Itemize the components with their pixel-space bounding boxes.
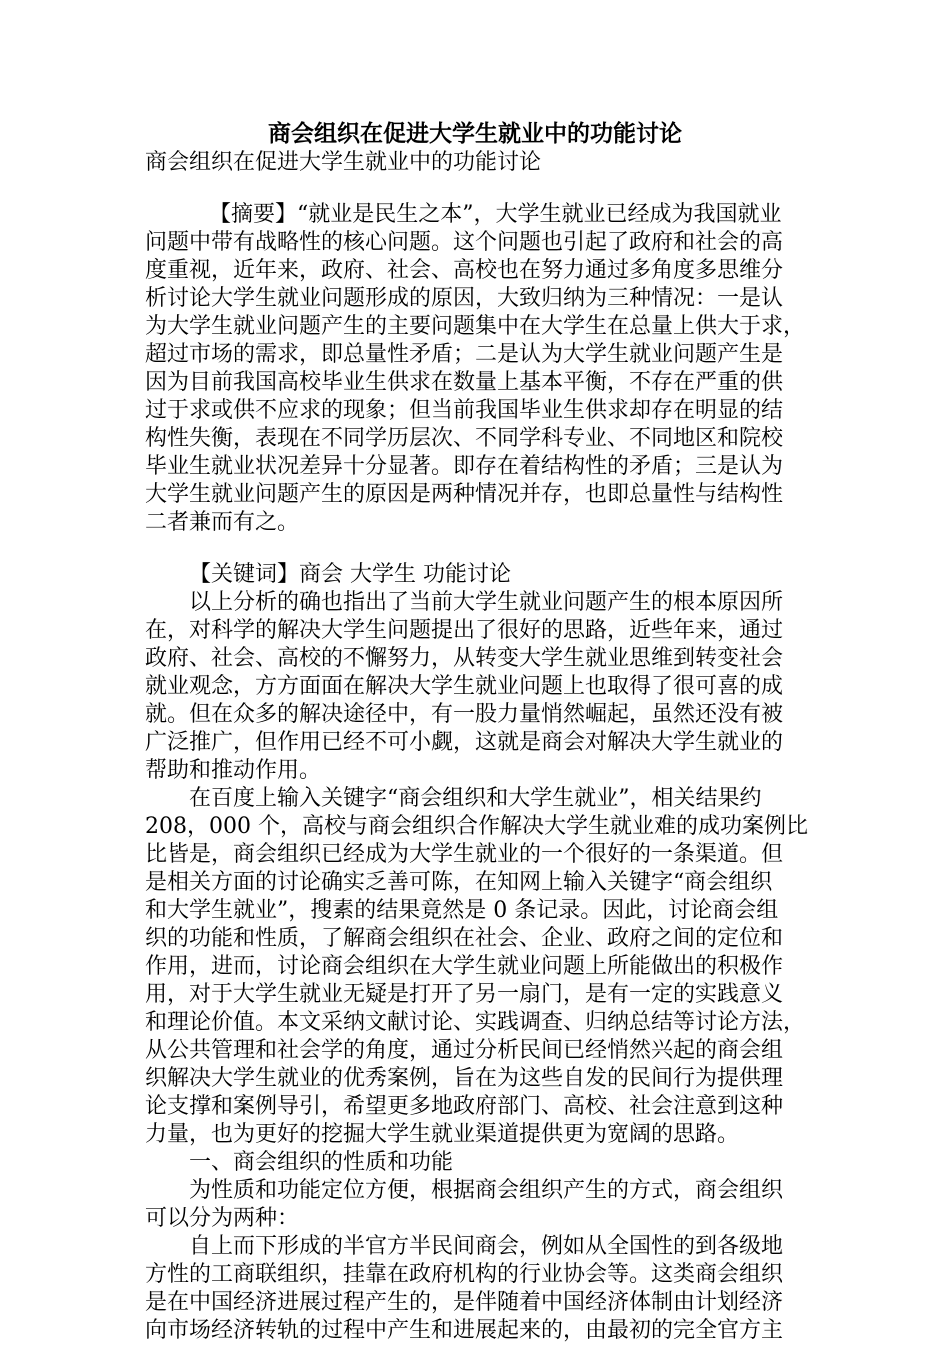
section-heading: 一、商会组织的性质和功能	[189, 1150, 454, 1175]
body-line: 自上而下形成的半官方半民间商会，例如从全国性的到各级地	[189, 1234, 784, 1259]
body-line: 广泛推广，但作用已经不可小觑，这就是商会对解决大学生就业的	[145, 730, 784, 755]
body-line: 就。但在众多的解决途径中，有一股力量悄然崛起，虽然还没有被	[145, 702, 784, 727]
abstract-line: 过于求或供不应求的现象；但当前我国毕业生供求却存在明显的结	[145, 398, 784, 423]
abstract-line: 问题中带有战略性的核心问题。这个问题也引起了政府和社会的高	[145, 230, 784, 255]
body-line: 向市场经济转轨的过程中产生和进展起来的，由最初的完全官方主	[145, 1318, 784, 1343]
body-line: 政府、社会、高校的不懈努力，从转变大学生就业思维到转变社会	[145, 646, 784, 671]
abstract-line: 二者兼而有之。	[145, 510, 300, 535]
body-line: 就业观念，方方面面在解决大学生就业问题上也取得了很可喜的成	[145, 674, 784, 699]
body-line: 织的功能和性质，了解商会组织在社会、企业、政府之间的定位和	[145, 926, 784, 951]
body-line: 在，对科学的解决大学生问题提出了很好的思路，近些年来，通过	[145, 618, 784, 643]
body-line: 在百度上输入关键字“商会组织和大学生就业”，相关结果约	[189, 786, 762, 811]
body-line: 从公共管理和社会学的角度，通过分析民间已经悄然兴起的商会组	[145, 1038, 784, 1063]
body-line: 和理论价值。本文采纳文献讨论、实践调查、归纳总结等讨论方法，	[145, 1010, 806, 1035]
document-subtitle: 商会组织在促进大学生就业中的功能讨论	[145, 150, 542, 175]
body-line: 为性质和功能定位方便，根据商会组织产生的方式，商会组织	[189, 1178, 784, 1203]
abstract-line: 因为目前我国高校毕业生供求在数量上基本平衡，不存在严重的供	[145, 370, 784, 395]
body-line: 帮助和推动作用。	[145, 758, 322, 783]
body-line: 是在中国经济进展过程产生的，是伴随着中国经济体制由计划经济	[145, 1290, 784, 1315]
abstract-line: 度重视，近年来，政府、社会、高校也在努力通过多角度多思维分	[145, 258, 784, 283]
abstract-line: 大学生就业问题产生的原因是两种情况并存，也即总量性与结构性	[145, 482, 784, 507]
body-line: 织解决大学生就业的优秀案例，旨在为这些自发的民间行为提供理	[145, 1066, 784, 1091]
body-line: 力量，也为更好的挖掘大学生就业渠道提供更为宽阔的思路。	[145, 1122, 740, 1147]
body-line: 方性的工商联组织，挂靠在政府机构的行业协会等。这类商会组织	[145, 1262, 784, 1287]
abstract-line: 超过市场的需求，即总量性矛盾；二是认为大学生就业问题产生是	[145, 342, 784, 367]
abstract-line: 为大学生就业问题产生的主要问题集中在大学生在总量上供大于求，	[145, 314, 806, 339]
abstract-line: 析讨论大学生就业问题形成的原因，大致归纳为三种情况：一是认	[145, 286, 784, 311]
body-line: 以上分析的确也指出了当前大学生就业问题产生的根本原因所	[189, 590, 784, 615]
body-line: 是相关方面的讨论确实乏善可陈，在知网上输入关键字“商会组织	[145, 870, 773, 895]
keywords-line: 【关键词】商会 大学生 功能讨论	[189, 562, 511, 587]
abstract-line: 构性失衡，表现在不同学历层次、不同学科专业、不同地区和院校	[145, 426, 784, 451]
body-line: 208，000 个，高校与商会组织合作解决大学生就业难的成功案例比	[145, 814, 808, 839]
body-line: 比皆是，商会组织已经成为大学生就业的一个很好的一条渠道。但	[145, 842, 784, 867]
body-line: 作用，进而，讨论商会组织在大学生就业问题上所能做出的积极作	[145, 954, 784, 979]
abstract-line: 【摘要】“就业是民生之本”，大学生就业已经成为我国就业	[209, 202, 782, 227]
body-line: 可以分为两种：	[145, 1206, 300, 1231]
body-line: 用，对于大学生就业无疑是打开了另一扇门，是有一定的实践意义	[145, 982, 784, 1007]
document-title: 商会组织在促进大学生就业中的功能讨论	[268, 121, 682, 147]
body-line: 和大学生就业”，搜素的结果竟然是 0 条记录。因此，讨论商会组	[145, 898, 779, 923]
body-line: 论支撑和案例导引，希望更多地政府部门、高校、社会注意到这种	[145, 1094, 784, 1119]
abstract-line: 毕业生就业状况差异十分显著。即存在着结构性的矛盾；三是认为	[145, 454, 784, 479]
